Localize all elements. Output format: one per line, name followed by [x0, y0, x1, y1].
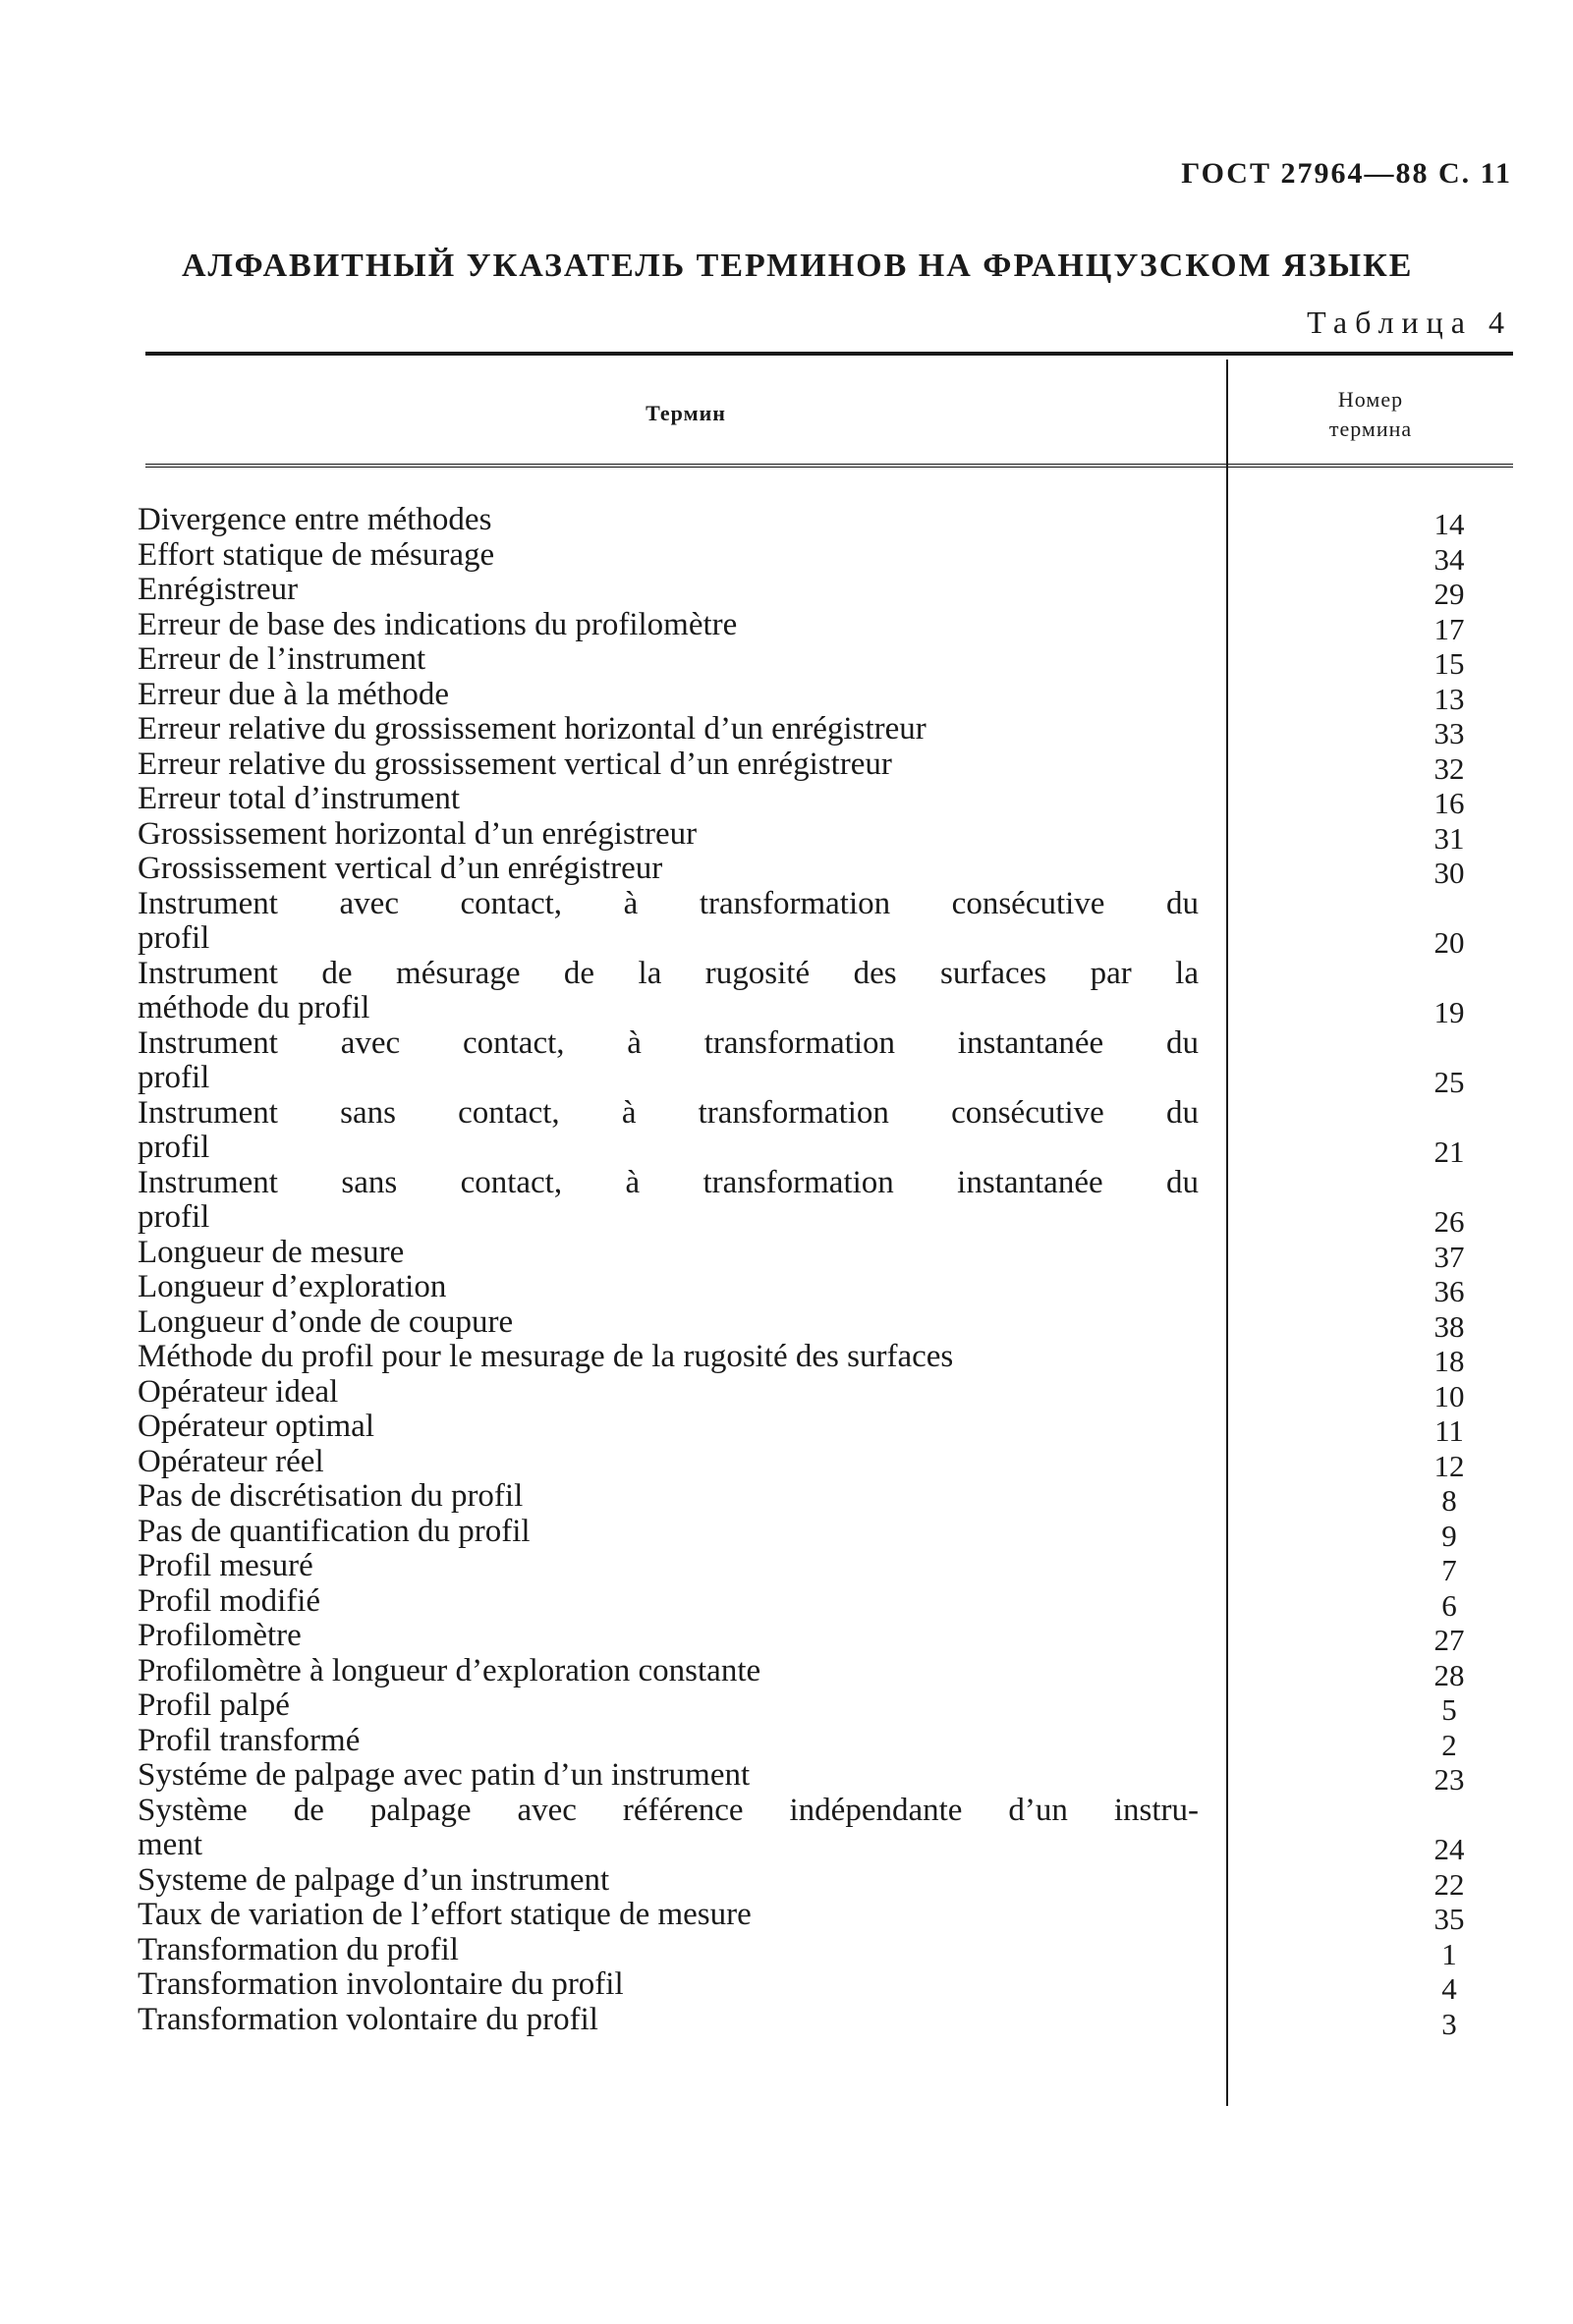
term-text — [138, 1236, 1199, 1271]
term-line: Longueur de mesure — [138, 1234, 405, 1270]
term-line: Erreur relative du grossissement horizontal d’un enrégistreur — [138, 711, 927, 747]
term-line: Systéme de palpage avec patin d’un instrument — [138, 1757, 751, 1793]
term-number: 26 — [1433, 1204, 1465, 1239]
term-text — [138, 503, 1199, 538]
term-number: 8 — [1441, 1483, 1457, 1518]
term-line: Instrument sans contact, à transformation instantanée du — [138, 1164, 1199, 1200]
term-line: Instrument avec contact, à transformation consécutive du — [138, 885, 1199, 921]
term-line-continued: profil — [138, 1199, 210, 1235]
term-text — [138, 538, 1199, 574]
term-number: 7 — [1441, 1553, 1457, 1587]
term-line: Erreur relative du grossissement vertical d’un enrégistreur — [138, 746, 892, 782]
term-text — [138, 1758, 1199, 1794]
term-number: 2 — [1441, 1727, 1457, 1762]
term-text — [138, 782, 1199, 817]
term-number: 34 — [1433, 541, 1465, 577]
column-header-term: Термин — [646, 401, 726, 425]
term-text — [138, 957, 1199, 1026]
term-number: 32 — [1433, 750, 1465, 786]
term-number: 3 — [1441, 2006, 1457, 2041]
term-text — [138, 817, 1199, 853]
term-number: 37 — [1433, 1239, 1465, 1274]
page-title: АЛФАВИТНЫЙ УКАЗАТЕЛЬ ТЕРМИНОВ НА ФРАНЦУЗСКОМ ЯЗЫКЕ — [182, 248, 1414, 284]
table-row — [138, 851, 1573, 890]
table-row — [138, 1478, 1573, 1518]
table-row — [138, 1234, 1573, 1274]
term-number: 13 — [1433, 681, 1465, 716]
term-line: Grossissement horizontal d’un enrégistreur — [138, 815, 698, 852]
term-text — [138, 2003, 1199, 2038]
term-line: Taux de variation de l’effort statique de mesure — [138, 1897, 752, 1932]
term-line: Pas de discrétisation du profil — [138, 1478, 524, 1514]
term-line: Erreur total d’instrument — [138, 781, 461, 816]
table-row — [138, 1443, 1573, 1483]
table-row — [138, 781, 1573, 820]
term-text — [138, 1619, 1199, 1654]
term-line: Opérateur réel — [138, 1443, 324, 1479]
term-text — [138, 852, 1199, 887]
term-number: 36 — [1433, 1274, 1465, 1308]
term-number: 33 — [1433, 716, 1465, 750]
column-header-number-line2: термина — [1328, 416, 1413, 441]
term-line: Divergence entre méthodes — [138, 502, 492, 537]
term-text — [138, 1305, 1199, 1341]
term-line: Transformation involontaire du profil — [138, 1966, 624, 2002]
table-row — [138, 1548, 1573, 1587]
term-text — [138, 1270, 1199, 1305]
table-row — [138, 1024, 1573, 1099]
table-row — [138, 1094, 1573, 1169]
term-text — [138, 1479, 1199, 1515]
term-line: Pas de quantification du profil — [138, 1513, 531, 1549]
table-row — [138, 1897, 1573, 1936]
table-row — [138, 1164, 1573, 1239]
term-text — [138, 608, 1199, 643]
term-text — [138, 678, 1199, 713]
term-text — [138, 1340, 1199, 1375]
term-text — [138, 573, 1199, 608]
column-header-number-line1: Номер — [1337, 387, 1404, 412]
term-text — [138, 1967, 1199, 2003]
table-row — [138, 815, 1573, 856]
term-number: 30 — [1433, 856, 1465, 890]
term-line: Erreur due à la méthode — [138, 676, 450, 712]
table-row — [138, 502, 1573, 541]
table-header-rule — [145, 464, 1513, 468]
term-text — [138, 1794, 1199, 1863]
term-line: Instrument avec contact, à transformation instantanée du — [138, 1024, 1199, 1061]
term-line: Longueur d’onde de coupure — [138, 1303, 514, 1340]
table-row — [138, 1861, 1573, 1902]
term-number: 10 — [1433, 1378, 1465, 1413]
term-line: Profilomètre à longueur d’exploration constante — [138, 1652, 761, 1688]
term-line: Système de palpage avec référence indépendante d’un instru- — [138, 1792, 1199, 1828]
table-row — [138, 746, 1573, 786]
term-number: 9 — [1441, 1518, 1457, 1553]
table-row — [138, 676, 1573, 716]
table-row — [138, 885, 1573, 960]
term-line-continued: profil — [138, 1130, 210, 1165]
term-text — [138, 1584, 1199, 1620]
column-header-number — [1228, 385, 1513, 444]
term-line-continued: ment — [138, 1827, 202, 1862]
term-line-continued: profil — [138, 920, 210, 956]
term-line: Opérateur optimal — [138, 1409, 374, 1444]
term-text — [138, 1410, 1199, 1445]
term-text — [138, 887, 1199, 957]
table-row — [138, 1582, 1573, 1623]
table-row — [138, 1303, 1573, 1344]
term-line: Méthode du profil pour le mesurage de la rugosité des surfaces — [138, 1339, 954, 1374]
term-text — [138, 1688, 1199, 1724]
term-line: Instrument sans contact, à transformation consécutive du — [138, 1094, 1199, 1131]
term-number: 22 — [1433, 1866, 1465, 1902]
term-line: Transformation du profil — [138, 1931, 459, 1967]
term-number: 15 — [1433, 646, 1465, 681]
term-number: 27 — [1433, 1623, 1465, 1657]
term-number: 23 — [1433, 1762, 1465, 1797]
term-text — [138, 1549, 1199, 1584]
table-row — [138, 1966, 1573, 2006]
term-line: Erreur de l’instrument — [138, 641, 426, 677]
term-number: 18 — [1433, 1344, 1465, 1378]
term-line-continued: profil — [138, 1060, 210, 1095]
term-number: 28 — [1433, 1657, 1465, 1692]
term-list — [138, 502, 1573, 2041]
term-number: 38 — [1433, 1308, 1465, 1344]
term-number: 19 — [1433, 995, 1465, 1029]
term-number: 31 — [1433, 820, 1465, 856]
term-line: Erreur de base des indications du profilomètre — [138, 606, 738, 642]
table-row — [138, 1931, 1573, 1971]
term-number: 14 — [1433, 507, 1465, 541]
term-text — [138, 1445, 1199, 1480]
table-row — [138, 1688, 1573, 1727]
term-text — [138, 1515, 1199, 1550]
term-line: Opérateur ideal — [138, 1373, 339, 1410]
table-row — [138, 1618, 1573, 1657]
term-line: Profil modifié — [138, 1582, 321, 1619]
term-number: 21 — [1433, 1134, 1465, 1169]
term-number: 20 — [1433, 925, 1465, 960]
term-line: Longueur d’exploration — [138, 1269, 447, 1304]
term-number: 11 — [1434, 1413, 1464, 1448]
term-number: 16 — [1433, 786, 1465, 820]
term-number: 24 — [1433, 1832, 1465, 1866]
term-number: 25 — [1433, 1065, 1465, 1099]
term-number: 29 — [1433, 577, 1465, 611]
term-text — [138, 1724, 1199, 1759]
table-row — [138, 641, 1573, 681]
term-number: 6 — [1441, 1587, 1457, 1623]
term-text — [138, 712, 1199, 747]
term-number: 4 — [1441, 1971, 1457, 2006]
term-text — [138, 1863, 1199, 1899]
term-line: Profil transformé — [138, 1722, 361, 1758]
term-text — [138, 747, 1199, 783]
table-row — [138, 606, 1573, 646]
term-text — [138, 1166, 1199, 1236]
table-row — [138, 711, 1573, 750]
term-number: 17 — [1433, 611, 1465, 646]
table-row — [138, 955, 1573, 1029]
term-line: Profilomètre — [138, 1618, 302, 1653]
term-line: Transformation volontaire du profil — [138, 2001, 598, 2037]
table-row — [138, 1269, 1573, 1308]
table-row — [138, 536, 1573, 577]
term-line: Profil palpé — [138, 1688, 290, 1723]
table-row — [138, 1339, 1573, 1378]
term-number: 35 — [1433, 1902, 1465, 1936]
table-row — [138, 1409, 1573, 1448]
table-row — [138, 1722, 1573, 1762]
term-number: 12 — [1433, 1448, 1465, 1483]
term-text — [138, 1096, 1199, 1166]
table-label: Таблица 4 — [1307, 304, 1512, 340]
term-text — [138, 1026, 1199, 1096]
term-text — [138, 1898, 1199, 1933]
term-text — [138, 1654, 1199, 1689]
term-line: Systeme de palpage d’un instrument — [138, 1861, 610, 1898]
term-number: 1 — [1441, 1936, 1457, 1971]
table-top-rule — [145, 352, 1513, 356]
table-row — [138, 572, 1573, 611]
table-row — [138, 2001, 1573, 2041]
table-row — [138, 1792, 1573, 1866]
term-line-continued: méthode du profil — [138, 990, 370, 1025]
table-row — [138, 1757, 1573, 1797]
term-line: Profil mesuré — [138, 1548, 313, 1583]
page-header: ГОСТ 27964—88 С. 11 — [1181, 157, 1512, 190]
term-text — [138, 1933, 1199, 1968]
table-row — [138, 1652, 1573, 1692]
term-number: 5 — [1441, 1692, 1457, 1727]
term-line: Enrégistreur — [138, 572, 299, 607]
term-line: Grossissement vertical d’un enrégistreur — [138, 851, 663, 886]
term-text — [138, 1375, 1199, 1411]
term-line: Effort statique de mésurage — [138, 536, 495, 573]
table-row — [138, 1375, 1573, 1411]
term-text — [138, 642, 1199, 678]
term-line: Instrument de mésurage de la rugosité des surfaces par la — [138, 955, 1199, 991]
table-row — [138, 1513, 1573, 1553]
